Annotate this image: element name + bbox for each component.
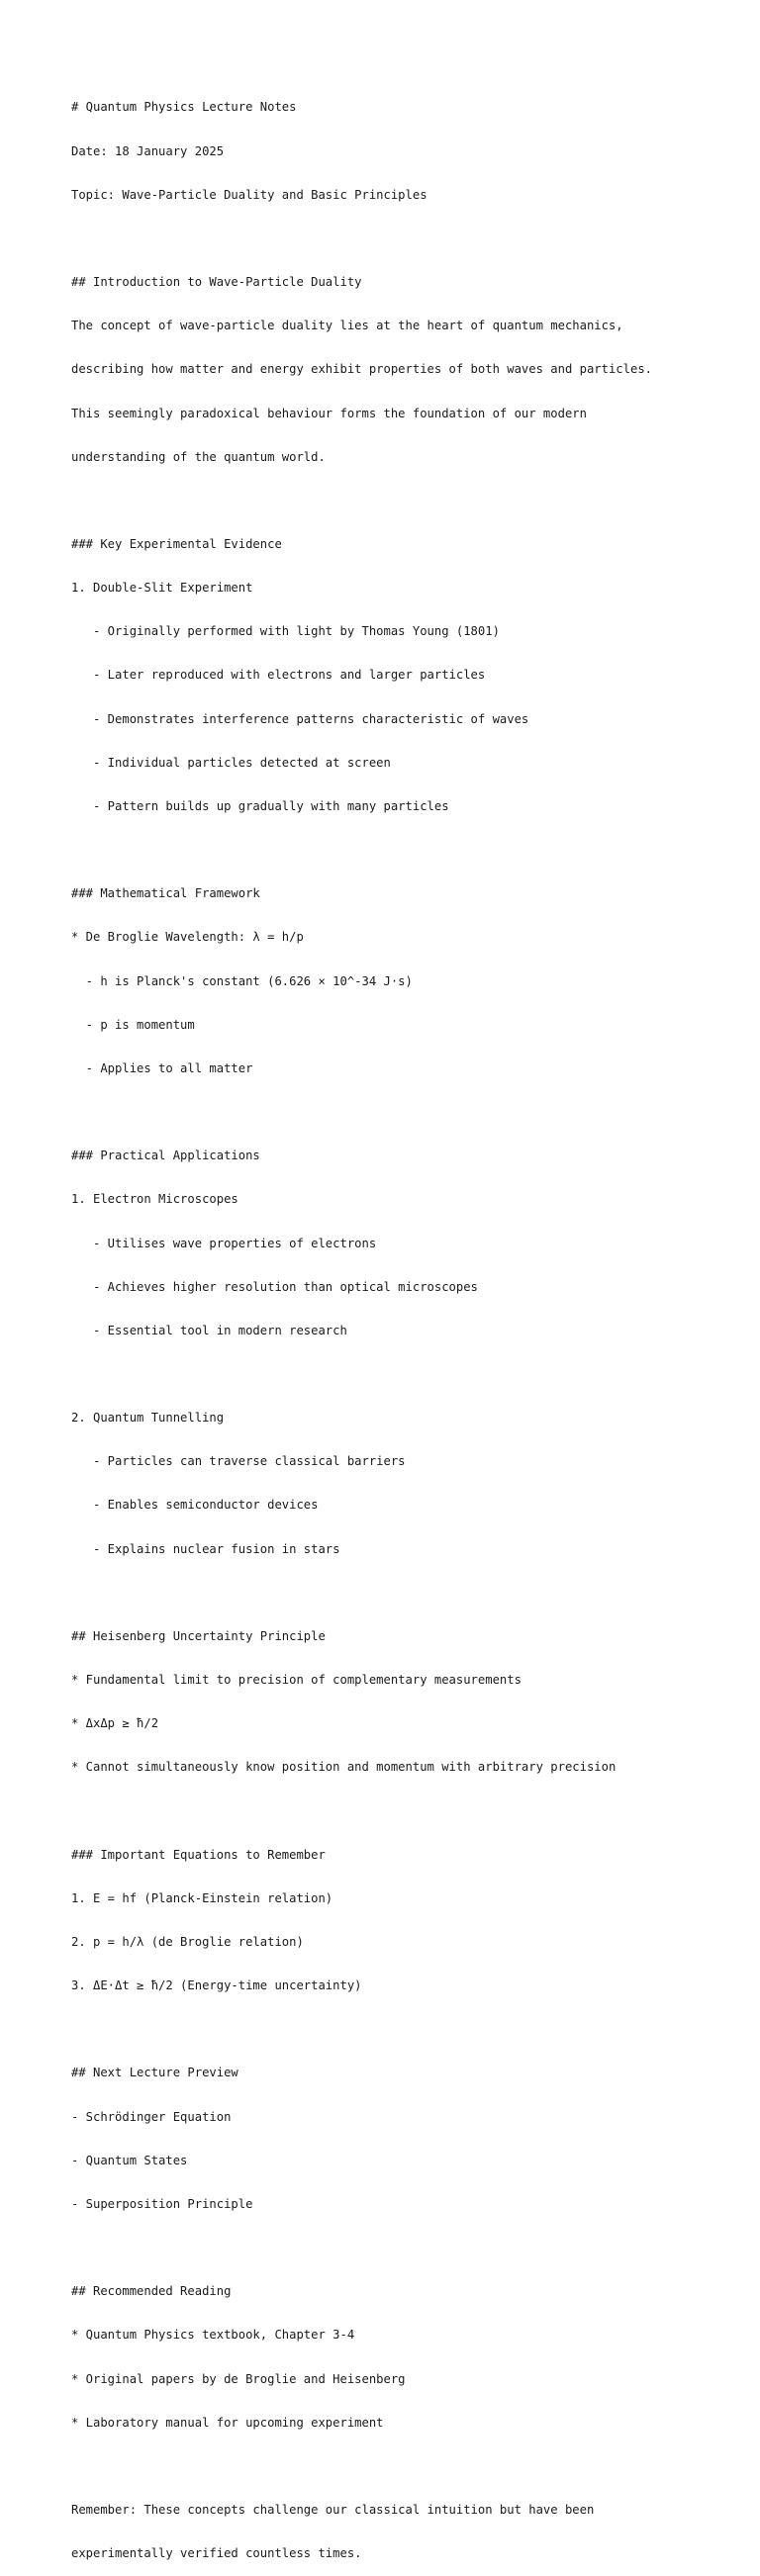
list-subitem: - Achieves higher resolution than optical microscopes [71, 1279, 478, 1294]
list-item: 2. Quantum Tunnelling [71, 1411, 225, 1426]
subsection-heading-equations: ### Important Equations to Remember [71, 1847, 326, 1862]
list-subitem: - Individual particles detected at screen [71, 755, 391, 770]
blank-line [71, 1367, 744, 1382]
list-subitem: - Particles can traverse classical barriers [71, 1454, 406, 1469]
list-subitem: - Demonstrates interference patterns characteristic of waves [71, 711, 529, 726]
list-subitem: - Originally performed with light by Thomas Young (1801) [71, 624, 500, 639]
list-item: - Quantum States [71, 2153, 188, 2167]
subsection-heading-evidence: ### Key Experimental Evidence [71, 537, 282, 551]
paragraph-line: understanding of the quantum world. [71, 449, 326, 464]
closing-remark-line: Remember: These concepts challenge our classical intuition but have been [71, 2503, 595, 2518]
blank-line [71, 1105, 744, 1120]
list-item: * Laboratory manual for upcoming experiment [71, 2415, 384, 2430]
document-title: # Quantum Physics Lecture Notes [71, 100, 297, 115]
blank-line [71, 231, 744, 246]
list-item: 3. ΔE·Δt ≥ ħ/2 (Energy-time uncertainty) [71, 1978, 362, 1993]
list-subitem: - h is Planck's constant (6.626 × 10^-34 J·s) [71, 973, 413, 988]
section-heading-introduction: ## Introduction to Wave-Particle Duality [71, 275, 362, 290]
paragraph-line: The concept of wave-particle duality lies at the heart of quantum mechanics, [71, 319, 623, 333]
list-subitem: - Pattern builds up gradually with many particles [71, 798, 449, 813]
list-item: * Original papers by de Broglie and Heisenberg [71, 2371, 406, 2386]
list-subitem: - Later reproduced with electrons and larger particles [71, 668, 486, 683]
topic-line: Topic: Wave-Particle Duality and Basic Principles [71, 187, 428, 202]
list-item: 1. Electron Microscopes [71, 1192, 238, 1207]
list-item: * ΔxΔp ≥ ħ/2 [71, 1716, 159, 1731]
list-subitem: - Applies to all matter [71, 1060, 253, 1075]
blank-line [71, 2241, 744, 2255]
list-item: - Schrödinger Equation [71, 2109, 232, 2124]
list-subitem: - Essential tool in modern research [71, 1323, 347, 1337]
closing-remark-line: experimentally verified countless times. [71, 2546, 362, 2561]
section-heading-reading: ## Recommended Reading [71, 2284, 232, 2299]
list-item: * Fundamental limit to precision of complementary measurements [71, 1673, 522, 1688]
list-item: * Quantum Physics textbook, Chapter 3-4 [71, 2328, 355, 2343]
lecture-notes-document [71, 71, 744, 2576]
list-item: * Cannot simultaneously know position and momentum with arbitrary precision [71, 1760, 617, 1775]
paragraph-line: describing how matter and energy exhibit properties of both waves and particles. [71, 362, 652, 377]
subsection-heading-applications: ### Practical Applications [71, 1149, 260, 1163]
blank-line [71, 2022, 744, 2037]
list-item: 1. E = hf (Planck-Einstein relation) [71, 1890, 333, 1905]
blank-line [71, 1586, 744, 1601]
list-item: - Superposition Principle [71, 2196, 253, 2211]
list-subitem: - Utilises wave properties of electrons [71, 1236, 377, 1250]
date-line: Date: 18 January 2025 [71, 143, 225, 158]
paragraph-line: This seemingly paradoxical behaviour forms the foundation of our modern [71, 406, 587, 420]
list-subitem: - p is momentum [71, 1017, 195, 1032]
list-subitem: - Enables semiconductor devices [71, 1498, 319, 1513]
subsection-heading-framework: ### Mathematical Framework [71, 886, 260, 901]
blank-line [71, 2459, 744, 2474]
list-subitem: - Explains nuclear fusion in stars [71, 1541, 340, 1556]
blank-line [71, 1804, 744, 1819]
list-item: * De Broglie Wavelength: λ = h/p [71, 930, 304, 945]
section-heading-uncertainty: ## Heisenberg Uncertainty Principle [71, 1628, 326, 1643]
section-heading-next-lecture: ## Next Lecture Preview [71, 2066, 238, 2080]
blank-line [71, 843, 744, 858]
list-item: 2. p = h/λ (de Broglie relation) [71, 1935, 304, 1949]
list-item: 1. Double-Slit Experiment [71, 581, 253, 596]
blank-line [71, 494, 744, 508]
